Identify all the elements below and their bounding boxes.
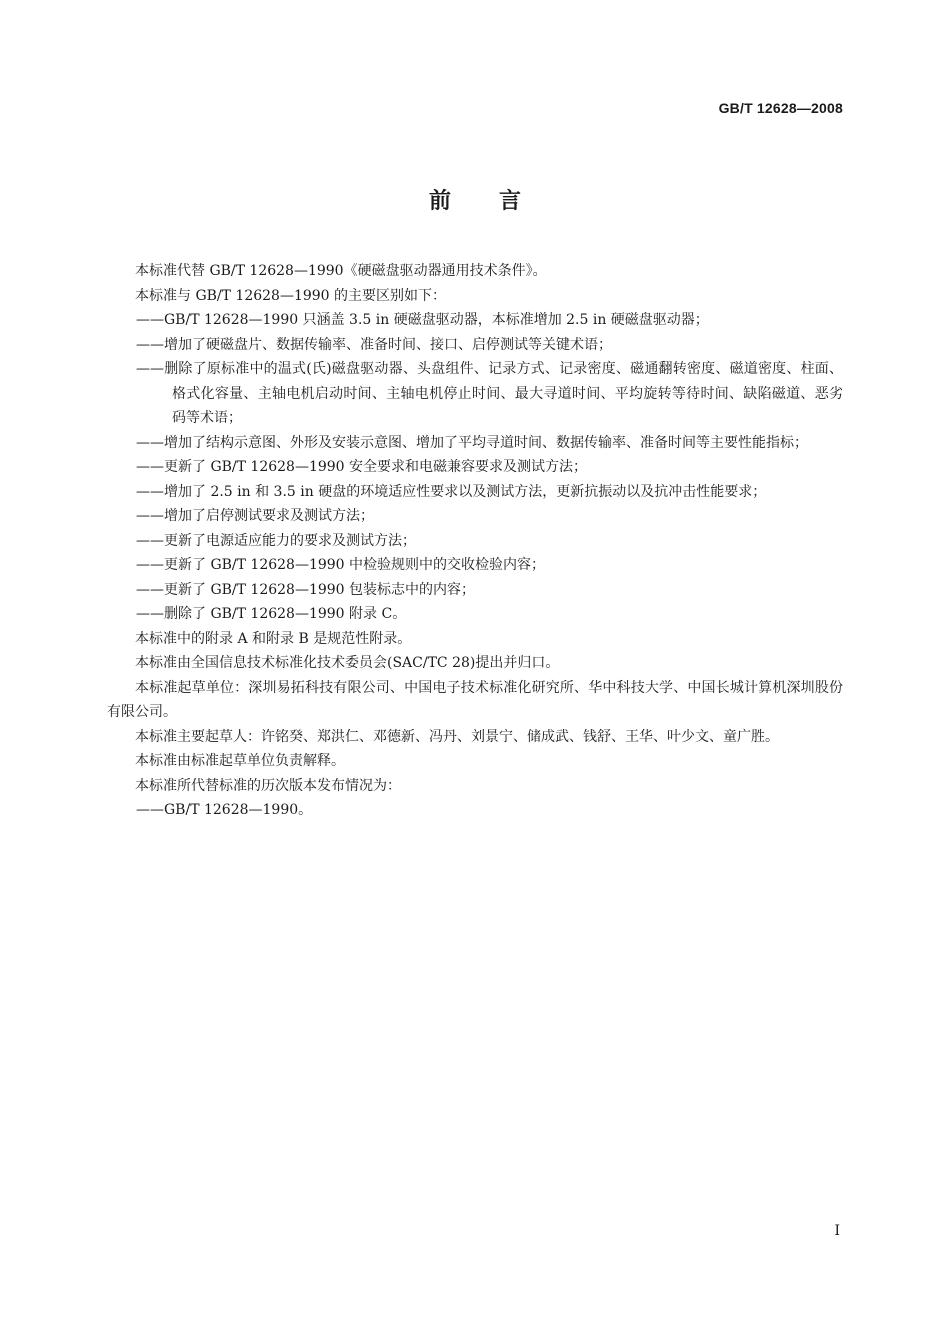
paragraph: 本标准所代替标准的历次版本发布情况为： — [135, 777, 401, 794]
page-title: 前言 — [428, 189, 569, 214]
paragraph: 本标准由标准起草单位负责解释。 — [135, 753, 345, 769]
list-item: ——GB/T 12628—1990。 — [136, 802, 313, 818]
list-item: ——删除了原标准中的温式(氏)磁盘驱动器、头盘组件、记录方式、记录密度、磁通翻转密度、磁道密度、柱面、格式化容量、主轴电机启动时间、主轴电机停止时间、最大寻道时间、平均旋转等待时间、缺陷磁道、恶劣码等术语； — [136, 361, 843, 426]
paragraph: 本标准代替 GB/T 12628—1990《硬磁盘驱动器通用技术条件》。 — [135, 263, 547, 279]
list-item: ——更新了 GB/T 12628—1990 安全要求和电磁兼容要求及测试方法； — [136, 459, 588, 475]
list-item: ——GB/T 12628—1990 只涵盖 3.5 in 硬磁盘驱动器，本标准增加 2.5 in 硬磁盘驱动器； — [136, 312, 709, 328]
paragraph: 本标准主要起草人：许铭癸、郑洪仁、邓德新、冯丹、刘景宁、储成武、钱舒、王华、叶少文、童广胜。 — [135, 728, 779, 745]
list-item: ——增加了硬磁盘片、数据传输率、准备时间、接口、启停测试等关键术语； — [136, 336, 612, 353]
list-item: ——增加了 2.5 in 和 3.5 in 硬盘的环境适应性要求以及测试方法，更新抗振动以及抗冲击性能要求； — [136, 483, 767, 500]
page-number: I — [834, 1223, 840, 1239]
foreword-body — [107, 259, 843, 823]
list-item: ——更新了电源适应能力的要求及测试方法； — [136, 532, 416, 549]
paragraph: 本标准与 GB/T 12628—1990 的主要区别如下： — [135, 287, 447, 304]
list-item: ——增加了结构示意图、外形及安装示意图、增加了平均寻道时间、数据传输率、准备时间等主要性能指标； — [136, 434, 808, 451]
paragraph: 本标准由全国信息技术标准化技术委员会(SAC/TC 28)提出并归口。 — [135, 655, 560, 671]
list-item: ——更新了 GB/T 12628—1990 中检验规则中的交收检验内容； — [136, 557, 546, 573]
document-code: GB/T 12628—2008 — [718, 100, 843, 116]
list-item: ——删除了 GB/T 12628—1990 附录 C。 — [136, 606, 407, 622]
paragraph: 本标准中的附录 A 和附录 B 是规范性附录。 — [135, 630, 412, 647]
list-item: ——增加了启停测试要求及测试方法； — [136, 508, 374, 524]
paragraph: 本标准起草单位：深圳易拓科技有限公司、中国电子技术标准化研究所、华中科技大学、中国长城计算机深圳股份有限公司。 — [107, 679, 843, 720]
list-item: ——更新了 GB/T 12628—1990 包装标志中的内容； — [136, 581, 476, 598]
